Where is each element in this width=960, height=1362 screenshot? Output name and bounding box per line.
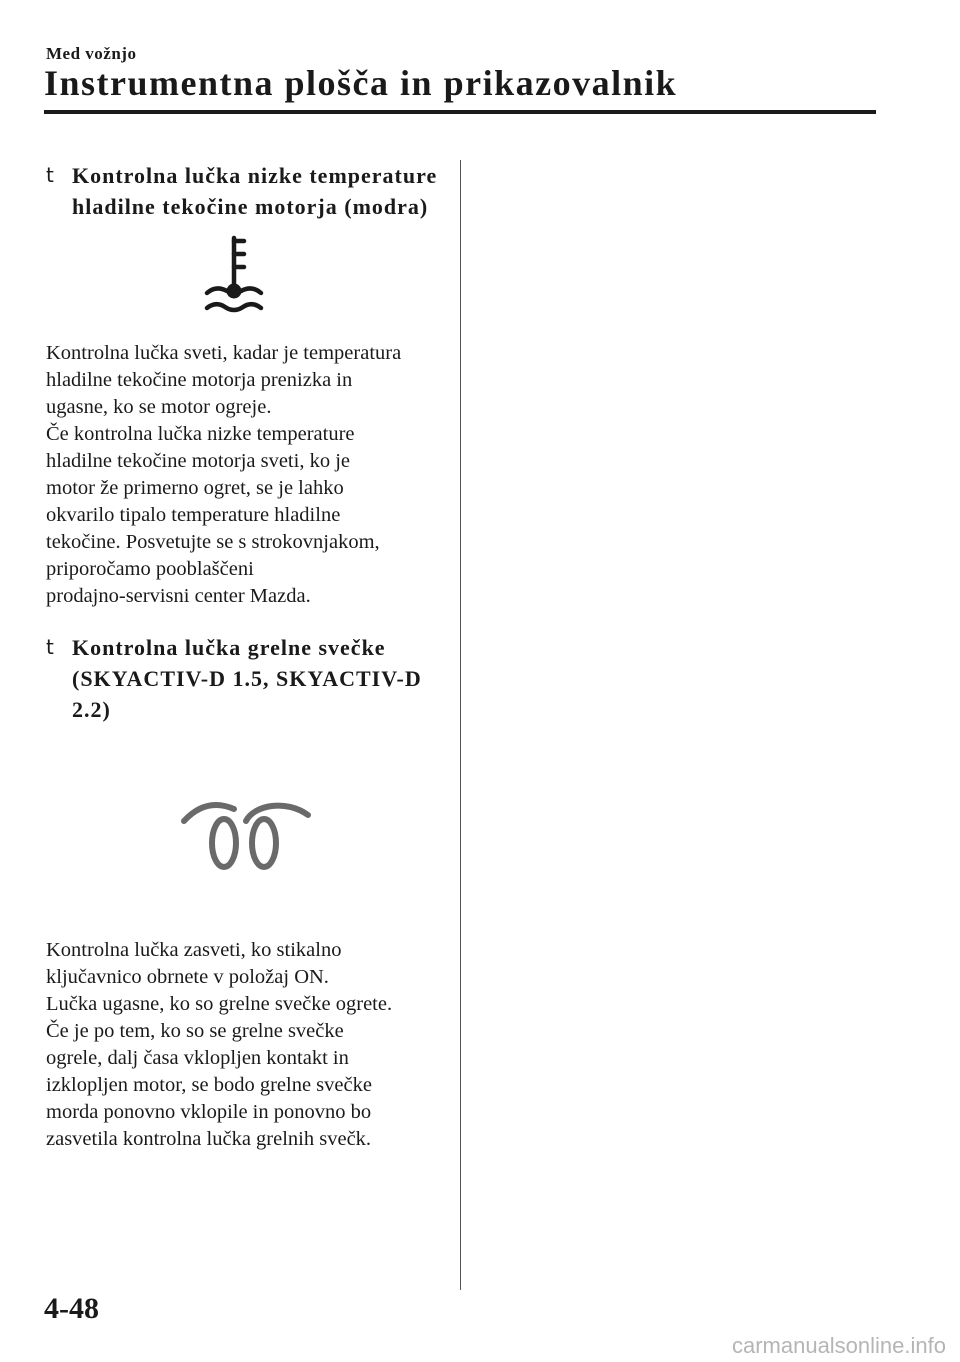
title-rule xyxy=(44,110,876,114)
coolant-low-temperature-icon xyxy=(191,232,301,324)
bullet-icon: t xyxy=(46,635,55,659)
section-heading-coolant xyxy=(46,160,446,222)
section-body-glow-plug xyxy=(46,937,446,1153)
body-line: Lučka ugasne, ko so grelne svečke ogrete. xyxy=(46,993,393,1015)
body-line: izklopljen motor, se bodo grelne svečke xyxy=(46,1074,372,1096)
page-title: Instrumentna plošča in prikazovalnik xyxy=(44,63,678,103)
body-line: motor že primerno ogret, se je lahko xyxy=(46,477,344,499)
glow-plug-icon xyxy=(176,785,316,895)
body-line: prodajno-servisni center Mazda. xyxy=(46,585,311,607)
page-number: 4-48 xyxy=(44,1292,99,1325)
bullet-icon: t xyxy=(46,163,55,187)
breadcrumb: Med vožnjo xyxy=(46,44,137,63)
column-divider xyxy=(460,160,461,1290)
body-line: ugasne, ko se motor ogreje. xyxy=(46,396,272,418)
coolant-icon-wrap xyxy=(46,232,446,324)
body-line: zasvetila kontrolna lučka grelnih svečk. xyxy=(46,1128,372,1150)
body-line: Če kontrolna lučka nizke temperature xyxy=(46,423,355,445)
body-line: priporočamo pooblaščeni xyxy=(46,558,254,580)
section-heading-glow-plug xyxy=(46,632,446,725)
body-line: okvarilo tipalo temperature hladilne xyxy=(46,504,341,526)
heading-line: Kontrolna lučka nizke temperature xyxy=(72,163,438,188)
body-line: Kontrolna lučka sveti, kadar je temperatura xyxy=(46,342,402,364)
section-body-coolant xyxy=(46,340,446,610)
body-line: hladilne tekočine motorja sveti, ko je xyxy=(46,450,350,472)
left-column xyxy=(46,160,446,1153)
body-line: Kontrolna lučka zasveti, ko stikalno xyxy=(46,939,342,961)
body-line: Če je po tem, ko so se grelne svečke xyxy=(46,1020,344,1042)
heading-line: Kontrolna lučka grelne svečke xyxy=(72,635,386,660)
body-line: morda ponovno vklopile in ponovno bo xyxy=(46,1101,372,1123)
glow-plug-icon-wrap xyxy=(46,785,446,895)
heading-line: 2.2) xyxy=(72,697,111,722)
body-line: ogrele, dalj časa vklopljen kontakt in xyxy=(46,1047,349,1069)
watermark: carmanualsonline.info xyxy=(731,1333,946,1358)
heading-line: hladilne tekočine motorja (modra) xyxy=(72,194,429,219)
body-line: ključavnico obrnete v položaj ON. xyxy=(46,966,329,988)
body-line: hladilne tekočine motorja prenizka in xyxy=(46,369,353,391)
body-line: tekočine. Posvetujte se s strokovnjakom, xyxy=(46,531,380,553)
heading-line: (SKYACTIV-D 1.5, SKYACTIV-D xyxy=(72,666,422,691)
